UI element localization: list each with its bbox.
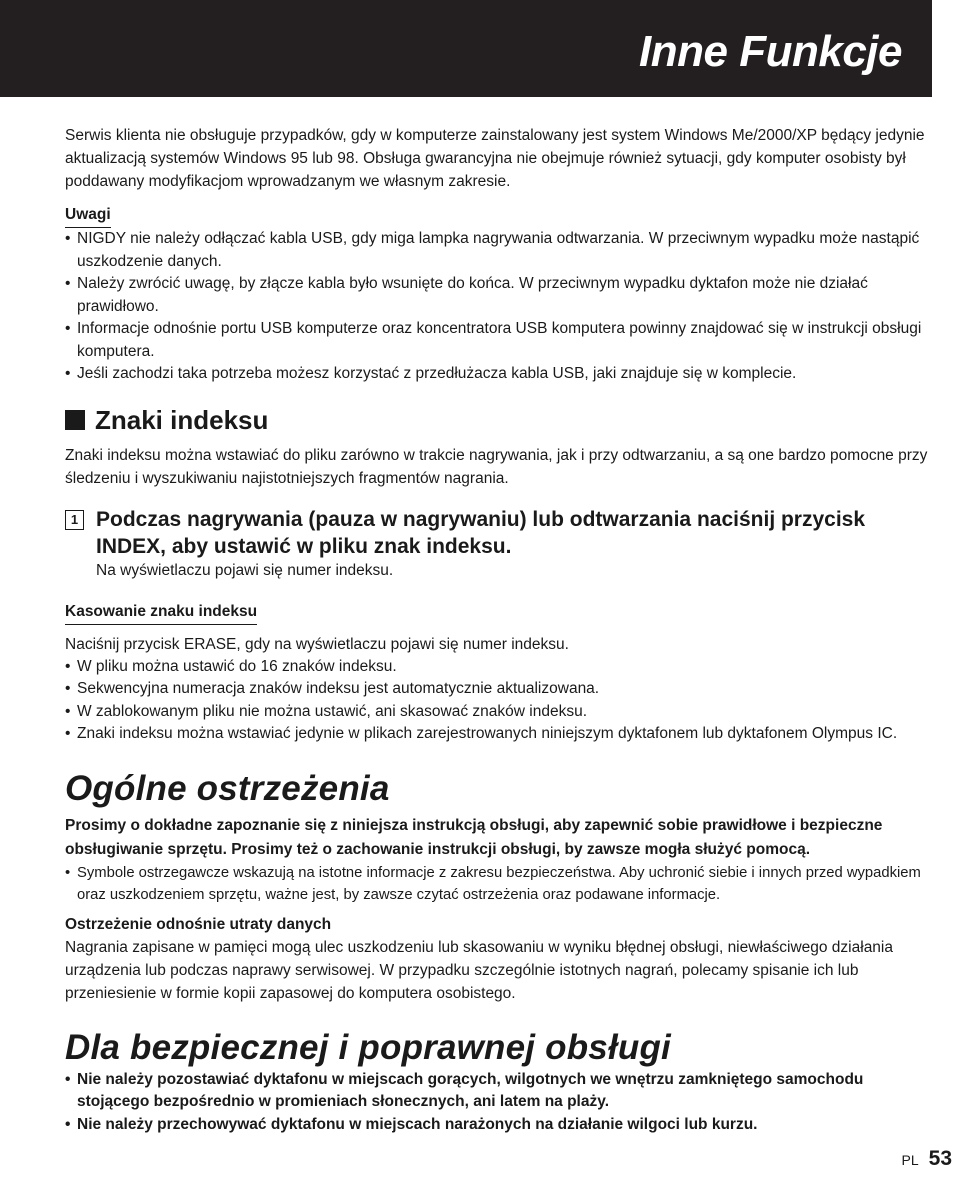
- general-warnings-list: [65, 862, 935, 906]
- page-content: [65, 124, 935, 1136]
- step-number: 1: [65, 510, 84, 530]
- square-bullet-icon: [65, 410, 85, 430]
- list-item: • Nie należy pozostawiać dyktafonu w miejscach gorących, wilgotnych we wnętrzu zamkniętego samochodu stojącego bezpośrednio w promieniach słonecznych, ani latem na plaży.: [65, 1069, 935, 1114]
- language-code: PL: [901, 1152, 919, 1168]
- erase-text: Naciśnij przycisk ERASE, gdy na wyświetlaczu pojawi się numer indeksu.: [65, 635, 569, 653]
- list-item: • W pliku można ustawić do 16 znaków indeksu.: [65, 656, 935, 679]
- index-intro: Znaki indeksu można wstawiać do pliku zarówno w trakcie nagrywania, jak i przy odtwarzaniu, a są one bardzo pomocne przy śledzeniu i wyszukiwaniu najistotniejszych fragmentów nagrania.: [65, 446, 928, 487]
- erase-list: [65, 656, 935, 746]
- page-number: 53: [928, 1147, 952, 1170]
- safe-use-title: Dla bezpiecznej i poprawnej obsługi: [65, 1027, 671, 1067]
- data-loss-text: Nagrania zapisane w pamięci mogą ulec uszkodzeniu lub skasowaniu w wyniku błędnej obsługi, niewłaściwego działania urządzenia lub podczas naprawy serwisowej. W przypadku szczególnie istotnych nagrań, polecamy spisanie ich lub przeniesienie w formie kopii zapasowej do komputera osobistego.: [65, 938, 893, 1002]
- list-item: • Należy zwrócić uwagę, by złącze kabla było wsunięte do końca. W przeciwnym wypadku dyktafon może nie działać prawidłowo.: [65, 273, 935, 318]
- index-section-header: [65, 404, 935, 436]
- list-item: • NIGDY nie należy odłączać kabla USB, gdy miga lampka nagrywania odtwarzania. W przeciwnym wypadku może nastąpić uszkodzenie danych.: [65, 228, 935, 273]
- list-item: • Informacje odnośnie portu USB komputerze oraz koncentratora USB komputera powinny znajdować się w instrukcji obsługi komputera.: [65, 318, 935, 363]
- list-item: • W zablokowanym pliku nie można ustawić, ani skasować znaków indeksu.: [65, 701, 935, 724]
- index-step: [65, 506, 935, 582]
- step-title: Podczas nagrywania (pauza w nagrywaniu) lub odtwarzania naciśnij przycisk INDEX, aby ustawić w pliku znak indeksu.: [96, 507, 866, 558]
- header-bar: [0, 0, 932, 97]
- general-warnings-intro: Prosimy o dokładne zapoznanie się z niniejsza instrukcją obsługi, aby zapewnić sobie prawidłowe i bezpieczne obsługiwanie sprzętu. Prosimy też o zachowanie instrukcji obsługi, by zawsze mogła służyć pomocą.: [65, 816, 883, 858]
- intro-paragraph: Serwis klienta nie obsługuje przypadków, gdy w komputerze zainstalowany jest system Windows Me/2000/XP będący jedynie aktualizacją systemów Windows 95 lub 98. Obsługa gwarancyjna nie obejmuje również sytuacji, gdy komputer osobisty był poddawany modyfikacjom wprowadzanym we własnym zakresie.: [65, 127, 925, 190]
- erase-heading: Kasowanie znaku indeksu: [65, 602, 257, 625]
- page-title: Inne Funkcje: [639, 27, 902, 76]
- index-section-title: Znaki indeksu: [95, 404, 269, 435]
- notes-list: [65, 228, 935, 386]
- list-item: • Symbole ostrzegawcze wskazują na istotne informacje z zakresu bezpieczeństwa. Aby uchronić siebie i innych przed wypadkiem oraz uszkodzeniem sprzętu, ważne jest, by zawsze czytać ostrzeżenia oraz podawane informacje.: [65, 862, 935, 906]
- list-item: • Znaki indeksu można wstawiać jedynie w plikach zarejestrowanych niniejszym dyktafonem lub dyktafonem Olympus IC.: [65, 723, 935, 746]
- data-loss-heading: Ostrzeżenie odnośnie utraty danych: [65, 915, 332, 933]
- step-note: Na wyświetlaczu pojawi się numer indeksu.: [96, 561, 394, 579]
- list-item: • Nie należy przechowywać dyktafonu w miejscach narażonych na działanie wilgoci lub kurzu.: [65, 1114, 935, 1137]
- page-footer: [902, 1147, 952, 1171]
- list-item: • Sekwencyjna numeracja znaków indeksu jest automatycznie aktualizowana.: [65, 678, 935, 701]
- notes-heading: Uwagi: [65, 205, 111, 228]
- safe-use-list: [65, 1069, 935, 1137]
- general-warnings-title: Ogólne ostrzeżenia: [65, 768, 390, 808]
- list-item: • Jeśli zachodzi taka potrzeba możesz korzystać z przedłużacza kabla USB, jaki znajduje się w komplecie.: [65, 363, 935, 386]
